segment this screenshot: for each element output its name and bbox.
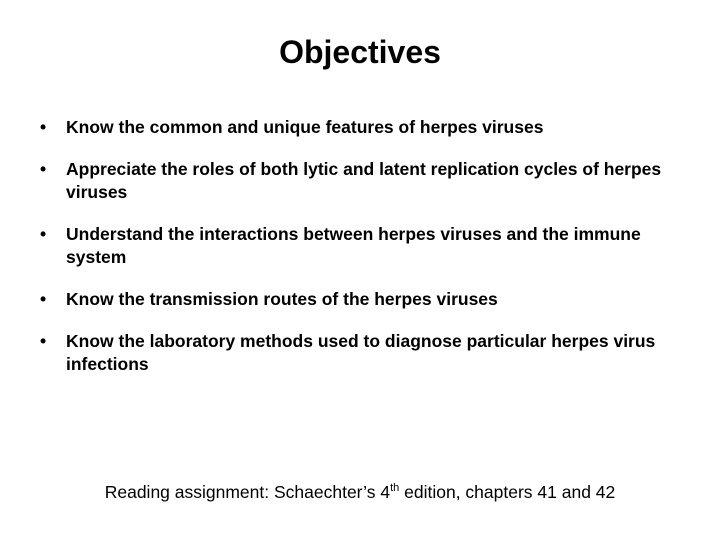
objectives-list xyxy=(40,116,690,395)
objective-item xyxy=(40,116,690,139)
objective-text: Appreciate the roles of both lytic and latent replication cycles of herpes viruses xyxy=(66,159,662,202)
bullet-icon: • xyxy=(40,159,47,179)
bullet-icon: • xyxy=(40,117,47,137)
reading-assignment xyxy=(0,481,720,503)
slide-title: Objectives xyxy=(279,34,441,70)
objective-text: Know the laboratory methods used to diagnose particular herpes virus infections xyxy=(66,331,656,374)
ordinal-suffix: th xyxy=(390,482,400,494)
reading-assignment-suffix: edition, chapters 41 and 42 xyxy=(399,482,616,502)
bullet-icon: • xyxy=(40,331,47,351)
objective-text: Understand the interactions between herpes viruses and the immune system xyxy=(66,224,641,267)
objective-item xyxy=(40,330,690,376)
reading-assignment-prefix: Reading assignment: Schaechter’s 4 xyxy=(104,482,391,502)
objective-item xyxy=(40,223,690,269)
objective-item xyxy=(40,158,690,204)
objective-item xyxy=(40,288,690,311)
bullet-icon: • xyxy=(40,224,47,244)
objective-text: Know the transmission routes of the herpes viruses xyxy=(66,289,498,309)
bullet-icon: • xyxy=(40,289,47,309)
objective-text: Know the common and unique features of herpes viruses xyxy=(66,117,544,137)
